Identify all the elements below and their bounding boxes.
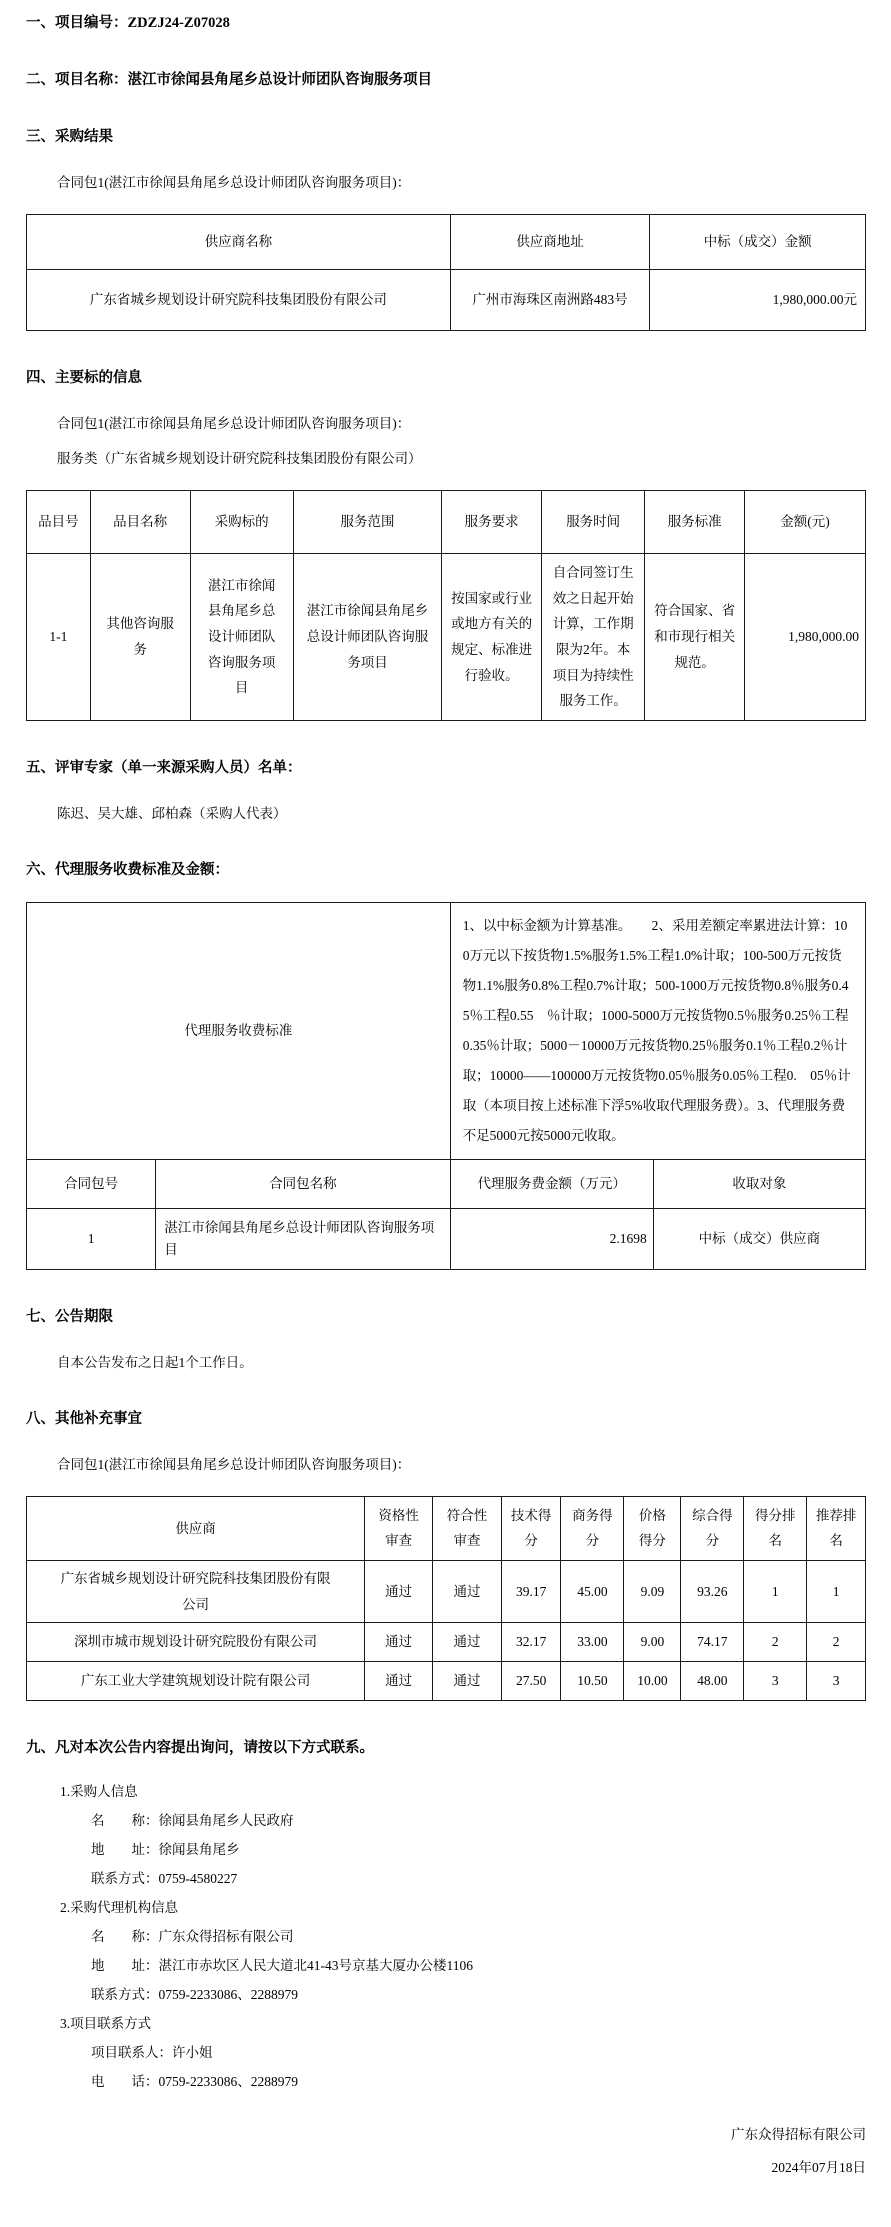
- conformity-cell: 通过: [433, 1561, 502, 1623]
- announcement-period-text: 自本公告发布之日起1个工作日。: [57, 1354, 253, 1370]
- subject-category-label: 服务类（广东省城乡规划设计研究院科技集团股份有限公司）: [57, 451, 422, 466]
- technical-score-header: 技术得分: [501, 1496, 561, 1560]
- price-score-cell: 10.00: [624, 1662, 681, 1701]
- agency-phone: 联系方式：0759-2233086、2288979: [91, 1986, 298, 2002]
- fee-amount-cell: 2.1698: [450, 1208, 653, 1269]
- package-name-header: 合同包名称: [156, 1159, 450, 1208]
- project-contact-phone: 电 话：0759-2233086、2288979: [91, 2073, 298, 2089]
- supplementary-package-label: 合同包1(湛江市徐闻县角尾乡总设计师团队咨询服务项目)：: [57, 1456, 411, 1472]
- agency-info-title: 2.采购代理机构信息: [60, 1899, 179, 1915]
- procurement-result-heading: 三、采购结果: [26, 129, 113, 145]
- item-name-header: 品目名称: [90, 491, 190, 554]
- business-score-cell: 10.50: [561, 1662, 624, 1701]
- fee-table-header-row: [27, 1159, 866, 1208]
- signature-block: [26, 2125, 866, 2177]
- package-no-cell: 1: [27, 1208, 156, 1269]
- agency-fee-heading: 六、代理服务收费标准及金额：: [26, 861, 229, 878]
- subject-cell: 湛江市徐闻县角尾乡总设计师团队咨询服务项目: [190, 554, 293, 721]
- supplier-cell: 广东工业大学建筑规划设计院有限公司: [27, 1662, 365, 1701]
- amount-header: 金额(元): [745, 491, 866, 554]
- supplier-header: 供应商: [27, 1496, 365, 1560]
- result-table-header-row: [27, 215, 866, 270]
- main-subject-table: [26, 490, 866, 721]
- agency-fee-table: [26, 902, 866, 1270]
- score-rank-cell: 1: [744, 1561, 807, 1623]
- experts-heading: 五、评审专家（单一来源采购人员）名单：: [26, 759, 302, 776]
- qualification-cell: 通过: [365, 1662, 433, 1701]
- project-contact-title: 3.项目联系方式: [60, 2015, 152, 2031]
- score-rank-cell: 3: [744, 1662, 807, 1701]
- standard-header: 服务标准: [645, 491, 745, 554]
- price-score-header: 价格得分: [624, 1496, 681, 1560]
- item-name-cell: 其他咨询服务: [90, 554, 190, 721]
- procurement-result-table: [26, 214, 866, 331]
- conformity-cell: 通过: [433, 1623, 502, 1662]
- recommend-rank-cell: 2: [807, 1623, 866, 1662]
- scope-header: 服务范围: [293, 491, 442, 554]
- score-rank-header: 得分排名: [744, 1496, 807, 1560]
- subject-table-row: [27, 554, 866, 721]
- score-table-row: [27, 1561, 866, 1623]
- project-name-heading: 二、项目名称：湛江市徐闻县角尾乡总设计师团队咨询服务项目: [26, 72, 432, 88]
- announcement-period-heading: 七、公告期限: [26, 1308, 113, 1325]
- subject-table-header-row: [27, 491, 866, 554]
- fee-amount-header: 代理服务费金额（万元）: [450, 1159, 653, 1208]
- item-no-cell: 1-1: [27, 554, 91, 721]
- requirement-header: 服务要求: [442, 491, 542, 554]
- main-subject-heading: 四、主要标的信息: [26, 370, 142, 386]
- signature-company: 广东众得招标有限公司: [731, 2126, 866, 2142]
- project-number-heading: 一、项目编号：ZDZJ24-Z07028: [26, 15, 230, 31]
- qualification-review-header: 资格性审查: [365, 1496, 433, 1560]
- package-name-cell: 湛江市徐闻县角尾乡总设计师团队咨询服务项目: [156, 1208, 450, 1269]
- purchaser-address: 地 址：徐闻县角尾乡: [91, 1841, 240, 1857]
- technical-score-cell: 39.17: [501, 1561, 561, 1623]
- project-contact-person: 项目联系人：许小姐: [91, 2044, 213, 2060]
- technical-score-cell: 27.50: [501, 1662, 561, 1701]
- score-table-row: [27, 1662, 866, 1701]
- score-table-header-row: [27, 1496, 866, 1560]
- supplier-name-header: 供应商名称: [27, 215, 451, 270]
- fee-standard-label-cell: 代理服务收费标准: [27, 902, 451, 1159]
- score-table-row: [27, 1623, 866, 1662]
- result-table-row: [27, 270, 866, 331]
- supplier-address-cell: 广州市海珠区南洲路483号: [450, 270, 650, 331]
- agency-name: 名 称：广东众得招标有限公司: [91, 1928, 294, 1944]
- score-rank-cell: 2: [744, 1623, 807, 1662]
- amount-cell: 1,980,000.00: [745, 554, 866, 721]
- requirement-cell: 按国家或行业或地方有关的规定、标准进行验收。: [442, 554, 542, 721]
- package-no-header: 合同包号: [27, 1159, 156, 1208]
- purchaser-phone: 联系方式：0759-4580227: [91, 1870, 238, 1886]
- supplier-cell: 深圳市城市规划设计研究院股份有限公司: [27, 1623, 365, 1662]
- recommend-rank-cell: 1: [807, 1561, 866, 1623]
- technical-score-cell: 32.17: [501, 1623, 561, 1662]
- total-score-cell: 48.00: [681, 1662, 744, 1701]
- fee-standard-row: [27, 902, 866, 1159]
- experts-names: 陈迟、吴大雄、邱柏森（采购人代表）: [57, 805, 287, 821]
- supplementary-heading: 八、其他补充事宜: [26, 1410, 142, 1427]
- business-score-cell: 45.00: [561, 1561, 624, 1623]
- total-score-cell: 93.26: [681, 1561, 744, 1623]
- supplier-name-cell: 广东省城乡规划设计研究院科技集团股份有限公司: [27, 270, 451, 331]
- recommend-rank-cell: 3: [807, 1662, 866, 1701]
- business-score-cell: 33.00: [561, 1623, 624, 1662]
- fee-standard-text-cell: 1、以中标金额为计算基准。 2、采用差额定率累进法计算：100万元以下按货物1.5%服务1.5%工程1.0%计取；100-500万元按货物1.1%服务0.8%工程0.7%计取；500-1000万元按货物0.8％服务0.45％工程0.55 ％计取；1000-5000万元按货物0.5％服务0.25％工程0.35％计取；5000－10000万元按货物0.25％服务0.1％工程0.2％计取；10000――100000万元按货物0.05％服务0.05％工程0. 05％计取（本项目按上述标准下浮5%收取代理服务费）。3、代理服务费不足5000元按5000元收取。: [450, 902, 865, 1159]
- award-amount-header: 中标（成交）金额: [650, 215, 866, 270]
- result-package-label: 合同包1(湛江市徐闻县角尾乡总设计师团队咨询服务项目)：: [57, 175, 411, 190]
- total-score-header: 综合得分: [681, 1496, 744, 1560]
- supplier-address-header: 供应商地址: [450, 215, 650, 270]
- award-amount-cell: 1,980,000.00元: [650, 270, 866, 331]
- charged-to-cell: 中标（成交）供应商: [653, 1208, 865, 1269]
- charged-to-header: 收取对象: [653, 1159, 865, 1208]
- signature-date: 2024年07月18日: [771, 2159, 866, 2175]
- qualification-cell: 通过: [365, 1623, 433, 1662]
- agency-address: 地 址：湛江市赤坎区人民大道北41-43号京基大厦办公楼1106: [91, 1957, 473, 1973]
- total-score-cell: 74.17: [681, 1623, 744, 1662]
- conformity-review-header: 符合性审查: [433, 1496, 502, 1560]
- contact-heading: 九、凡对本次公告内容提出询问，请按以下方式联系。: [26, 1739, 374, 1756]
- price-score-cell: 9.00: [624, 1623, 681, 1662]
- time-header: 服务时间: [542, 491, 645, 554]
- scope-cell: 湛江市徐闻县角尾乡总设计师团队咨询服务项目: [293, 554, 442, 721]
- subject-header: 采购标的: [190, 491, 293, 554]
- purchaser-name: 名 称：徐闻县角尾乡人民政府: [91, 1812, 294, 1828]
- qualification-cell: 通过: [365, 1561, 433, 1623]
- time-cell: 自合同签订生效之日起开始计算，工作期限为2年。本项目为持续性服务工作。: [542, 554, 645, 721]
- recommend-rank-header: 推荐排名: [807, 1496, 866, 1560]
- item-no-header: 品目号: [27, 491, 91, 554]
- price-score-cell: 9.09: [624, 1561, 681, 1623]
- evaluation-score-table: [26, 1496, 866, 1701]
- standard-cell: 符合国家、省和市现行相关规范。: [645, 554, 745, 721]
- business-score-header: 商务得分: [561, 1496, 624, 1560]
- supplier-cell: 广东省城乡规划设计研究院科技集团股份有限公司: [27, 1561, 365, 1623]
- conformity-cell: 通过: [433, 1662, 502, 1701]
- subject-package-label: 合同包1(湛江市徐闻县角尾乡总设计师团队咨询服务项目)：: [57, 416, 411, 431]
- fee-table-row: [27, 1208, 866, 1269]
- purchaser-info-title: 1.采购人信息: [60, 1783, 138, 1799]
